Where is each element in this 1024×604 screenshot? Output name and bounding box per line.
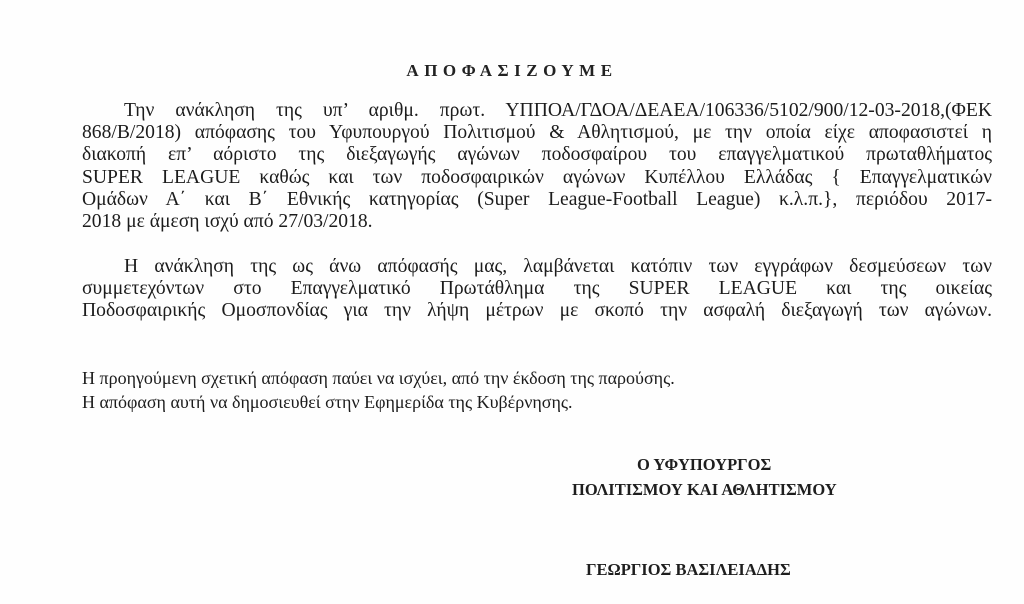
paragraph-line: Την ανάκληση της υπ’ αριθμ. πρωτ. ΥΠΠΟΑ/ΓΔΟΑ/ΔΕΑΕΑ/106336/5102/900/12-03-2018,(ΦΕΚ bbox=[124, 100, 992, 121]
closing-line: Η προηγούμενη σχετική απόφαση παύει να ισχύει, από την έκδοση της παρούσης. bbox=[82, 368, 675, 388]
paragraph-revocation bbox=[82, 100, 992, 233]
signatory-name: ΓΕΩΡΓΙΟΣ ΒΑΣΙΛΕΙΑΔΗΣ bbox=[586, 560, 791, 579]
paragraph-line: διακοπή επ’ αόριστο της διεξαγωγής αγώνων ποδοσφαίρου του επαγγελματικού πρωταθλήματος bbox=[82, 144, 992, 166]
closing-line: Η απόφαση αυτή να δημοσιευθεί στην Εφημερίδα της Κυβέρνησης. bbox=[82, 392, 573, 412]
closing-statements bbox=[82, 366, 675, 414]
signatory-title-line1: Ο ΥΦΥΠΟΥΡΓΟΣ bbox=[637, 455, 772, 474]
paragraph-line: Ποδοσφαιρικής Ομοσπονδίας για την λήψη μέτρων με σκοπό την ασφαλή διεξαγωγή των αγώνων. bbox=[82, 300, 992, 322]
paragraph-line: SUPER LEAGUE καθώς και των ποδοσφαιρικών αγώνων Κυπέλλου Ελλάδας { Επαγγελματικών bbox=[82, 166, 992, 188]
paragraph-line: συμμετεχόντων στο Επαγγελματικό Πρωτάθλημα της SUPER LEAGUE και της οικείας bbox=[82, 278, 992, 300]
paragraph-justification bbox=[82, 256, 992, 323]
signatory-title-line2: ΠΟΛΙΤΙΣΜΟΥ ΚΑΙ ΑΘΛΗΤΙΣΜΟΥ bbox=[572, 480, 837, 499]
paragraph-line: Ομάδων Α΄ και Β΄ Εθνικής κατηγορίας (Super League-Football League) κ.λ.π.}, περιόδου 2017- bbox=[82, 188, 992, 210]
decision-heading: ΑΠΟΦΑΣΙΖΟΥΜΕ bbox=[406, 61, 618, 80]
paragraph-line: 2018 με άμεση ισχύ από 27/03/2018. bbox=[82, 210, 373, 232]
paragraph-line: Η ανάκληση της ως άνω απόφασής μας, λαμβάνεται κατόπιν των εγγράφων δεσμεύσεων των bbox=[124, 256, 992, 277]
paragraph-line: 868/Β/2018) απόφασης του Υφυπουργού Πολιτισμού & Αθλητισμού, με την οποία είχε αποφασιστεί η bbox=[82, 122, 992, 144]
